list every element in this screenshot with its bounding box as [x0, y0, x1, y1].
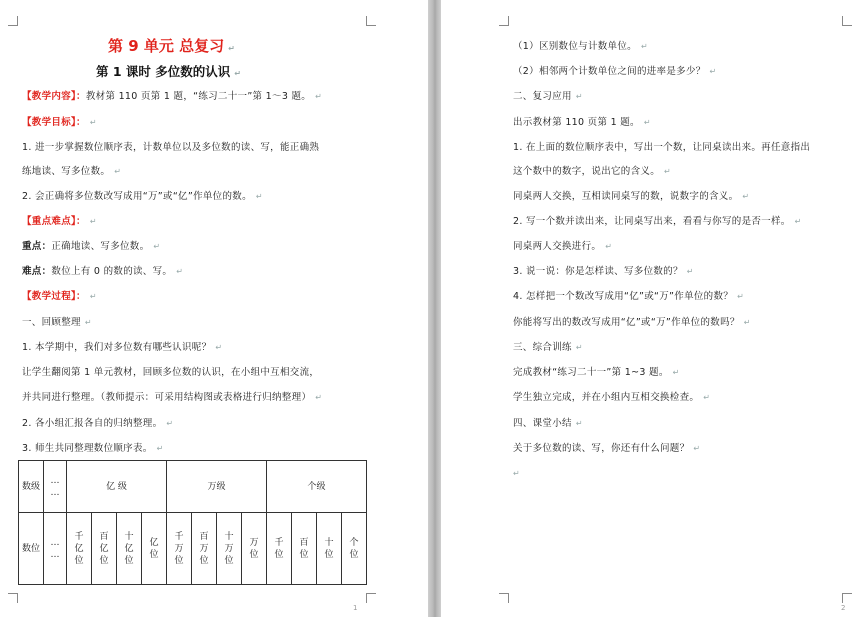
teaching-process-heading: 【教学过程】： ↵ — [22, 291, 97, 302]
table-cell: 百 万 位 — [192, 513, 217, 585]
page-corner-mark — [842, 16, 852, 26]
text-line: 3. 说一说：你是怎样读、写多位数的？ ↵ — [513, 266, 694, 277]
page-corner-mark — [8, 593, 18, 603]
key-point-line: 重点：正确地读、写多位数。 ↵ — [22, 241, 161, 252]
table-cell: 万级 — [167, 461, 267, 513]
table-cell: 千 万 位 — [167, 513, 192, 585]
table-cell: … … — [44, 513, 67, 585]
text-line: 三、综合训练 ↵ — [513, 342, 583, 353]
page-corner-mark — [366, 16, 376, 26]
page-corner-mark — [499, 16, 509, 26]
table-cell: 万 位 — [242, 513, 267, 585]
page-corner-mark — [366, 593, 376, 603]
text-line: 同桌两人交换，互相读同桌写的数，说数字的含义。 ↵ — [513, 191, 750, 202]
text-line: （1）区别数位与计数单位。 ↵ — [513, 41, 648, 52]
table-cell: 百 位 — [292, 513, 317, 585]
table-cell: 数位 — [19, 513, 44, 585]
table-cell: 个 位 — [342, 513, 367, 585]
text-line: 4. 怎样把一个数改写成用“亿”或“万”作单位的数？ ↵ — [513, 291, 745, 302]
page-number: 1 — [353, 604, 358, 612]
teaching-goals-heading: 【教学目标】： ↵ — [22, 117, 97, 128]
review-text-line-b: 并共同进行整理。（教师提示：可采用结构图或表格进行归纳整理） ↵ — [22, 392, 323, 403]
page-gutter — [428, 0, 441, 617]
text-line: 你能将写出的数改写成用“亿”或“万”作单位的数吗？ ↵ — [513, 317, 751, 328]
page-number: 2 — [841, 604, 846, 612]
text-line: 这个数中的数字，说出它的含义。 ↵ — [513, 166, 672, 177]
table-cell: 千 亿 位 — [67, 513, 92, 585]
page-corner-mark — [8, 16, 18, 26]
difficult-point-line: 难点：数位上有 0 的数的读、写。 ↵ — [22, 266, 184, 277]
table-cell: 十 万 位 — [217, 513, 242, 585]
text-line: 关于多位数的读、写，你还有什么问题？ ↵ — [513, 443, 701, 454]
text-line: 四、课堂小结 ↵ — [513, 418, 583, 429]
goal-2-line: 2. 会正确将多位数改写成用“万”或“亿”作单位的数。 ↵ — [22, 191, 263, 202]
section-1-heading: 一、回顾整理 ↵ — [22, 317, 92, 328]
text-line: 同桌两人交换进行。 ↵ — [513, 241, 613, 252]
table-cell: 亿 位 — [142, 513, 167, 585]
lesson-subtitle: 第 1 课时 多位数的认识 ↵ — [96, 64, 241, 79]
text-line: （2）相邻两个计数单位之间的进率是多少？ ↵ — [513, 66, 717, 77]
page-corner-mark — [499, 593, 509, 603]
goal-1-line-b: 练地读、写多位数。 ↵ — [22, 166, 122, 177]
text-line: 出示教材第 110 页第 1 题。 ↵ — [513, 117, 651, 128]
table-cell: 百 亿 位 — [92, 513, 117, 585]
text-line: 2. 写一个数并读出来，让同桌写出来，看看与你写的是否一样。 ↵ — [513, 216, 802, 227]
key-difficult-heading: 【重点难点】： ↵ — [22, 216, 97, 227]
table-cell: … … — [44, 461, 67, 513]
page-corner-mark — [842, 593, 852, 603]
table-row — [19, 461, 367, 513]
table-cell: 千 位 — [267, 513, 292, 585]
text-line: 完成教材“练习二十一”第 1~3 题。 ↵ — [513, 367, 680, 378]
table-cell: 十 亿 位 — [117, 513, 142, 585]
place-value-table — [18, 460, 367, 585]
report-line: 2. 各小组汇报各自的归纳整理。 ↵ — [22, 418, 174, 429]
review-text-line-a: 让学生翻阅第 1 单元教材，回顾多位数的认识，在小组中互相交流， — [22, 367, 320, 378]
text-line: 1. 在上面的数位顺序表中，写出一个数，让同桌读出来。再任意指出 — [513, 142, 811, 153]
goal-1-line-a: 1. 进一步掌握数位顺序表，计数单位以及多位数的读、写，能正确熟 — [22, 142, 320, 153]
table-cell: 十 位 — [317, 513, 342, 585]
empty-paragraph-mark: ↵ — [513, 469, 521, 478]
table-intro-line: 3. 师生共同整理数位顺序表。 ↵ — [22, 443, 164, 454]
question-1-line: 1. 本学期中，我们对多位数有哪些认识呢？ ↵ — [22, 342, 223, 353]
table-cell: 数级 — [19, 461, 44, 513]
table-cell: 个级 — [267, 461, 367, 513]
table-cell: 亿 级 — [67, 461, 167, 513]
teaching-content-line: 【教学内容】：教材第 110 页第 1 题，“练习二十一”第 1～3 题。 ↵ — [22, 91, 323, 102]
text-line: 二、复习应用 ↵ — [513, 91, 583, 102]
unit-title: 第 9 单元 总复习 ↵ — [108, 37, 235, 55]
document-page-2 — [441, 0, 852, 617]
text-line: 学生独立完成，并在小组内互相交换检查。 ↵ — [513, 392, 711, 403]
table-row — [19, 513, 367, 585]
